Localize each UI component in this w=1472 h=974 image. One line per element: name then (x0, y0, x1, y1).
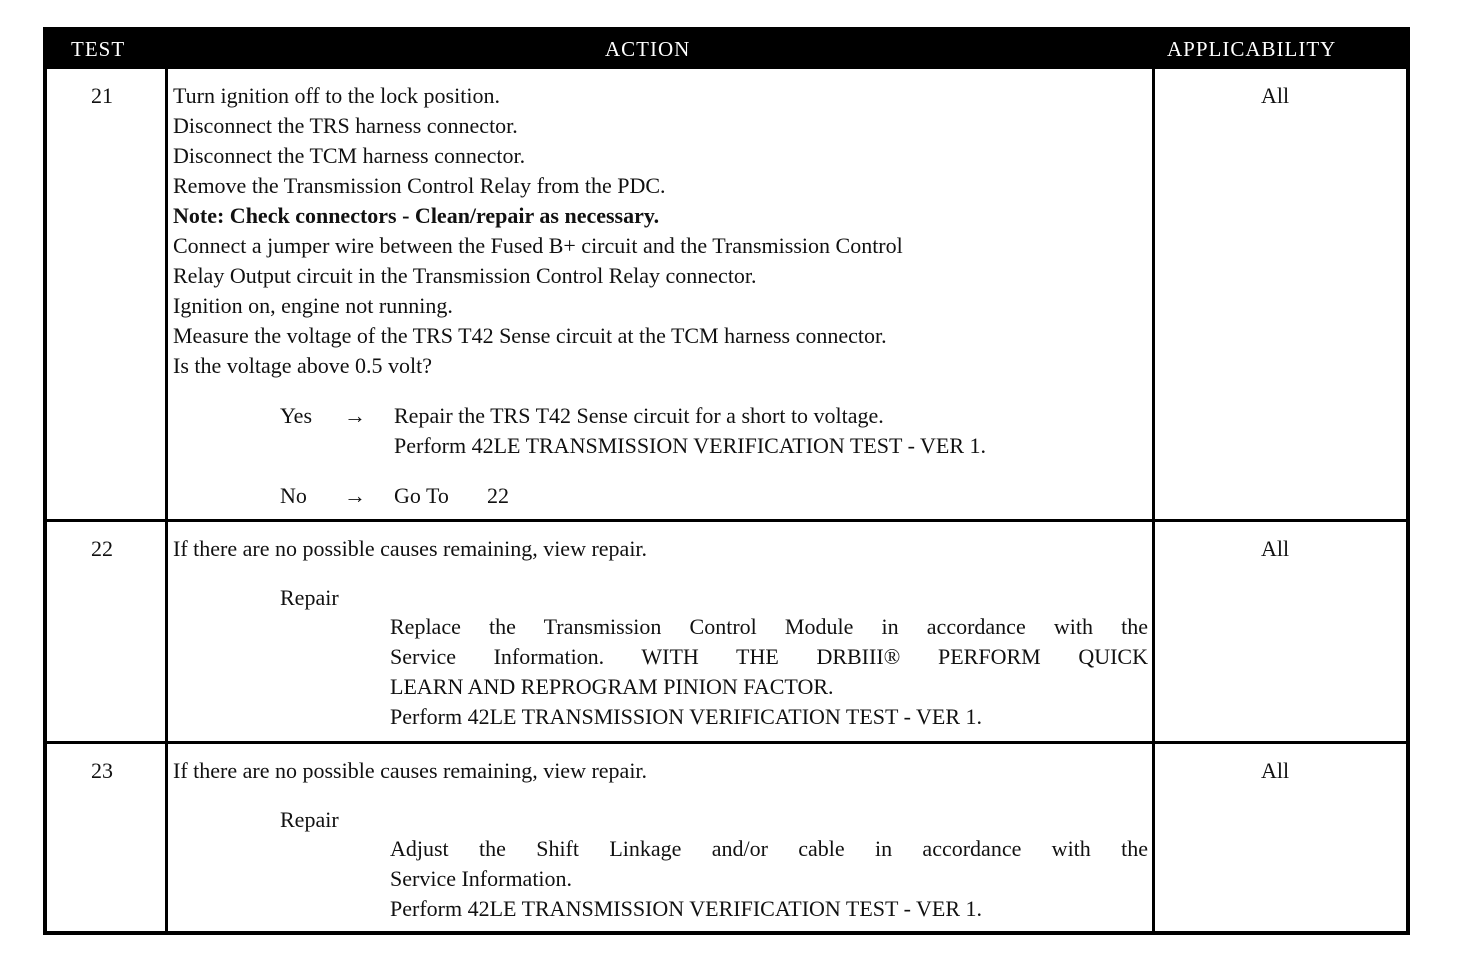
yes-arrow-icon: → (344, 403, 366, 428)
yes-label: Yes (280, 403, 313, 428)
no-goto-test-link[interactable]: 22 (487, 483, 509, 508)
repair-line: Replace the Transmission Control Module in accordance with the (390, 614, 1148, 639)
applicability-value: All (1261, 536, 1290, 561)
no-label: No (280, 483, 307, 508)
repair-line: Service Information. (390, 866, 573, 891)
repair-label: Repair (280, 807, 339, 832)
action-note: Note: Check connectors - Clean/repair as necessary. (173, 203, 660, 228)
action-line: Disconnect the TRS harness connector. (173, 113, 518, 138)
repair-line: Perform 42LE TRANSMISSION VERIFICATION TEST - VER 1. (390, 704, 982, 729)
table-header (47, 31, 1406, 69)
repair-line: Perform 42LE TRANSMISSION VERIFICATION TEST - VER 1. (390, 896, 982, 921)
action-line: Disconnect the TCM harness connector. (173, 143, 526, 168)
action-line: Connect a jumper wire between the Fused B+ circuit and the Transmission Control (173, 233, 903, 258)
test-number: 23 (91, 758, 113, 783)
action-line: Turn ignition off to the lock position. (173, 83, 500, 108)
action-intro: If there are no possible causes remaining, view repair. (173, 536, 648, 561)
repair-instructions (390, 834, 1148, 924)
table-row-21 (47, 69, 1406, 522)
action-intro: If there are no possible causes remaining, view repair. (173, 758, 648, 783)
repair-label: Repair (280, 585, 339, 610)
yes-action-line: Repair the TRS T42 Sense circuit for a short to voltage. (394, 403, 884, 428)
no-goto-text: Go To (394, 483, 449, 508)
header-action: ACTION (605, 37, 691, 61)
yes-action-line: Perform 42LE TRANSMISSION VERIFICATION TEST - VER 1. (394, 433, 986, 458)
action-line: Relay Output circuit in the Transmission Control Relay connector. (173, 263, 757, 288)
repair-line: LEARN AND REPROGRAM PINION FACTOR. (390, 674, 834, 699)
test-number: 21 (91, 83, 113, 108)
action-line: Remove the Transmission Control Relay from the PDC. (173, 173, 666, 198)
table-row-23 (47, 744, 1406, 935)
applicability-value: All (1261, 758, 1290, 783)
action-question: Is the voltage above 0.5 volt? (173, 353, 433, 378)
applicability-value: All (1261, 83, 1290, 108)
repair-line: Service Information. WITH THE DRBIII® PERFORM QUICK (390, 644, 1148, 669)
table-row-22 (47, 522, 1406, 744)
repair-line: Adjust the Shift Linkage and/or cable in accordance with the (390, 836, 1148, 861)
diagnostic-test-table (43, 27, 1410, 935)
action-line: Ignition on, engine not running. (173, 293, 453, 318)
header-test: TEST (71, 37, 126, 61)
repair-instructions (390, 612, 1148, 732)
no-arrow-icon: → (344, 483, 366, 508)
header-applicability: APPLICABILITY (1167, 37, 1337, 61)
action-line: Measure the voltage of the TRS T42 Sense circuit at the TCM harness connector. (173, 323, 887, 348)
test-number: 22 (91, 536, 113, 561)
